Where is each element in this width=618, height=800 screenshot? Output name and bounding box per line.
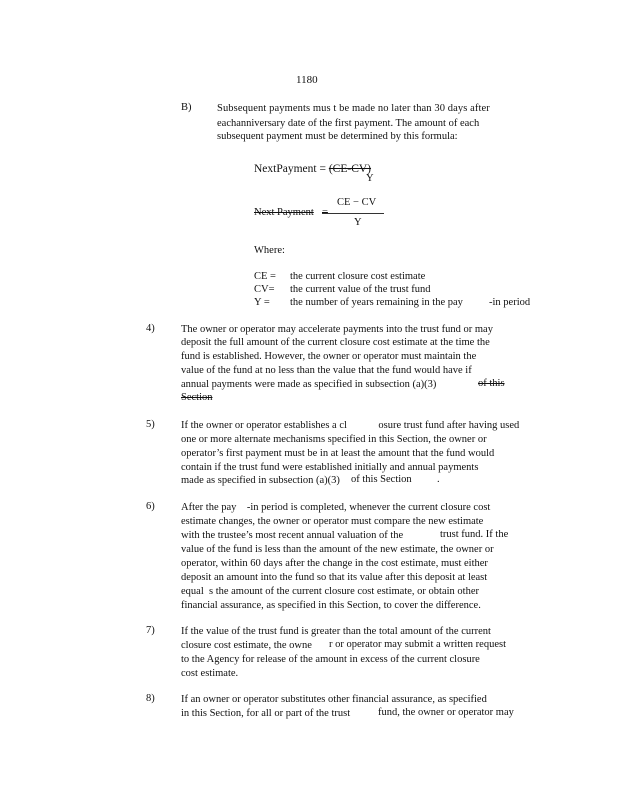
item-label: 7) [146,625,155,636]
formula-next-payment [254,163,371,175]
item-line: operator’s first payment must be in at least the amount that the fund would [181,448,495,459]
item-tail: r or operator may submit a written request [329,639,506,650]
item-line: fund is established. However, the owner or operator must maintain the [181,351,477,362]
item-line: If the value of the trust fund is greater than the total amount of the current [181,626,491,637]
formula-denominator: Y [354,217,362,228]
fraction-bar [322,213,384,214]
definition-term: CV= [254,284,275,295]
item-line: deposit the full amount of the current closure cost estimate at the time the [181,337,490,348]
item-line: value of the fund is less than the amount of the new estimate, the owner or [181,544,494,555]
page-number: 1180 [296,74,318,86]
item-line: If the owner or operator establishes a cl osure trust fund after having used [181,420,520,431]
definition-tail: -in period [489,297,531,308]
item-line: made as specified in subsection (a)(3) [181,475,340,486]
item-line: The owner or operator may accelerate payments into the trust fund or may [181,324,493,335]
item-line: cost estimate. [181,668,239,679]
item-tail: trust fund. If the [440,529,509,540]
item-line: in this Section, for all or part of the trust [181,708,351,719]
definition-text: the current closure cost estimate [290,271,426,282]
item-line: contain if the trust fund were established initially and annual payments [181,462,479,473]
formula-numerator: CE − CV [337,197,377,208]
item-line: operator, within 60 days after the change in the cost estimate, must either [181,558,488,569]
struck-fraction-denominator: Y [366,173,374,184]
item-label: 6) [146,501,155,512]
item-line: After the pay -in period is completed, whenever the current closure cost [181,502,491,513]
item-line: If an owner or operator substitutes other financial assurance, as specified [181,694,487,705]
formula-label: NextPayment = [254,163,329,175]
item-line: closure cost estimate, the owne [181,640,312,651]
definition-term: CE = [254,271,276,282]
item-line: deposit an amount into the fund so that its value after this deposit at least [181,572,488,583]
item-line: estimate changes, the owner or operator must compare the new estimate [181,516,484,527]
item-label: 5) [146,419,155,430]
paragraph-b-line: subsequent payment must be determined by this formula: [217,131,458,142]
item-line: value of the fund at no less than the value that the fund would have if [181,365,472,376]
item-line: equal s the amount of the current closure cost estimate, or obtain other [181,586,479,597]
definition-term: Y = [254,297,270,308]
item-tail: fund, the owner or operator may [378,707,514,718]
struck-text: Section [181,392,213,403]
definition-text: the current value of the trust fund [290,284,431,295]
where-label: Where: [254,245,285,256]
item-label: 8) [146,693,155,704]
item-label: 4) [146,323,155,334]
item-line: to the Agency for release of the amount in excess of the current closure [181,654,480,665]
struck-fraction-numerator: (CE-CV) [328,163,372,175]
item-line: financial assurance, as specified in this Section, to cover the difference. [181,600,481,611]
struck-text: of this [478,378,505,389]
struck-next-payment: Next Payment [254,207,314,218]
item-line: annual payments were made as specified in subsection (a)(3) [181,379,437,390]
item-line: with the trustee’s most recent annual valuation of the [181,530,404,541]
paragraph-b-line: eachanniversary date of the first payment. The amount of each [217,118,480,129]
item-tail: of this Section [351,474,412,485]
item-tail-end: . [437,474,440,485]
item-line: one or more alternate mechanisms specified in this Section, the owner or [181,434,487,445]
item-label-b: B) [181,102,192,113]
definition-text: the number of years remaining in the pay [290,297,463,308]
paragraph-b-line: Subsequent payments mus t be made no later than 30 days after [217,103,490,114]
